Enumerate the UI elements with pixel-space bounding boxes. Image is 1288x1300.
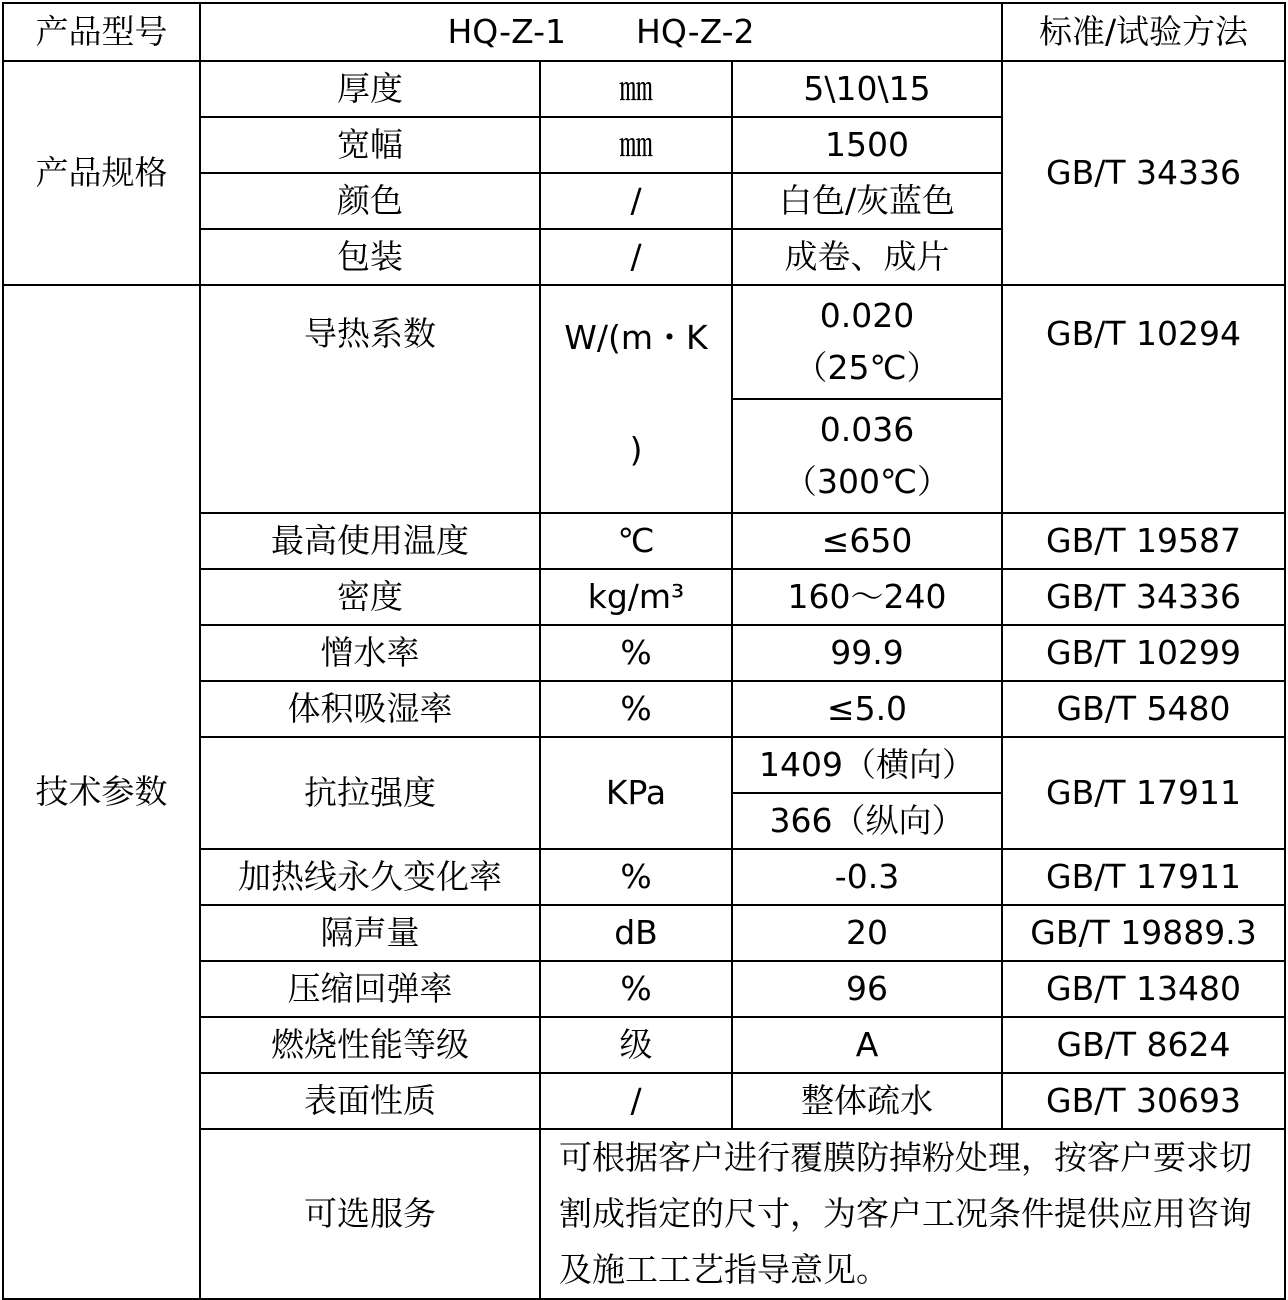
tech-unit: % (540, 961, 732, 1017)
tech-value: 20 (732, 905, 1002, 961)
tech-standard: GB/T 34336 (1002, 569, 1285, 625)
tech-name: 燃烧性能等级 (200, 1017, 540, 1073)
tech-unit: % (540, 681, 732, 737)
tech-standard: GB/T 19587 (1002, 513, 1285, 569)
service-label: 可选服务 (200, 1129, 540, 1299)
tech-unit: % (540, 849, 732, 905)
spec-name: 厚度 (200, 61, 540, 117)
tech-name: 憎水率 (200, 625, 540, 681)
tech-value: 160～240 (732, 569, 1002, 625)
spec-name: 宽幅 (200, 117, 540, 173)
spec-value: 成卷、成片 (732, 229, 1002, 285)
spec-name: 包装 (200, 229, 540, 285)
tensile-standard: GB/T 17911 (1002, 737, 1285, 849)
tensile-unit: KPa (540, 737, 732, 849)
model-b: HQ-Z-2 (636, 12, 755, 51)
tech-value: 96 (732, 961, 1002, 1017)
tech-group-label: 技术参数 (3, 285, 200, 1299)
spec-name: 颜色 (200, 173, 540, 229)
tensile-value-1: 1409（横向） (732, 737, 1002, 793)
thermal-value-1-num: 0.020 (819, 296, 915, 335)
tech-name: 隔声量 (200, 905, 540, 961)
model-label: 产品型号 (3, 3, 200, 61)
thermal-value-2-num: 0.036 (819, 410, 915, 449)
tensile-value-2: 366（纵向） (732, 793, 1002, 849)
thermal-unit (540, 285, 732, 513)
tech-standard: GB/T 19889.3 (1002, 905, 1285, 961)
tech-standard: GB/T 10299 (1002, 625, 1285, 681)
tech-name: 体积吸湿率 (200, 681, 540, 737)
thermal-name: 导热系数 (200, 285, 540, 513)
spec-unit: / (540, 229, 732, 285)
tech-name: 加热线永久变化率 (200, 849, 540, 905)
spec-unit: / (540, 173, 732, 229)
tech-standard: GB/T 17911 (1002, 849, 1285, 905)
tech-name: 最高使用温度 (200, 513, 540, 569)
tech-unit: / (540, 1073, 732, 1129)
tech-name: 密度 (200, 569, 540, 625)
tech-value: -0.3 (732, 849, 1002, 905)
tensile-name: 抗拉强度 (200, 737, 540, 849)
tech-unit: kg/m³ (540, 569, 732, 625)
spec-value: 1500 (732, 117, 1002, 173)
thermal-value-1-cond: （25℃） (794, 348, 940, 387)
tech-standard: GB/T 13480 (1002, 961, 1285, 1017)
spec-value: 5\10\15 (732, 61, 1002, 117)
spec-value: 白色/灰蓝色 (732, 173, 1002, 229)
spec-standard: GB/T 34336 (1002, 61, 1285, 285)
tech-unit: ℃ (540, 513, 732, 569)
tech-value: 99.9 (732, 625, 1002, 681)
tech-standard: GB/T 30693 (1002, 1073, 1285, 1129)
tech-value: A (732, 1017, 1002, 1073)
model-a: HQ-Z-1 (447, 12, 566, 51)
tech-standard: GB/T 8624 (1002, 1017, 1285, 1073)
tech-unit: dB (540, 905, 732, 961)
thermal-standard: GB/T 10294 (1002, 285, 1285, 513)
tech-name: 表面性质 (200, 1073, 540, 1129)
tech-unit: 级 (540, 1017, 732, 1073)
thermal-unit-bottom: ) (629, 430, 643, 469)
standard-label: 标准/试验方法 (1002, 3, 1285, 61)
service-text: 可根据客户进行覆膜防掉粉处理，按客户要求切割成指定的尺寸，为客户工况条件提供应用咨询及施工工艺指导意见。 (540, 1129, 1285, 1299)
spec-unit: ㎜ (540, 117, 732, 173)
tech-value: ≤5.0 (732, 681, 1002, 737)
tech-value: ≤650 (732, 513, 1002, 569)
tech-standard: GB/T 5480 (1002, 681, 1285, 737)
tech-name: 压缩回弹率 (200, 961, 540, 1017)
tech-value: 整体疏水 (732, 1073, 1002, 1129)
spec-unit: ㎜ (540, 61, 732, 117)
spec-group-label: 产品规格 (3, 61, 200, 285)
thermal-unit-top: W/(m・K (564, 318, 708, 357)
spec-table (2, 2, 1286, 1300)
model-values (200, 3, 1002, 61)
thermal-value-2-cond: （300℃） (783, 462, 951, 501)
thermal-value-1 (732, 285, 1002, 399)
tech-unit: % (540, 625, 732, 681)
thermal-value-2 (732, 399, 1002, 513)
